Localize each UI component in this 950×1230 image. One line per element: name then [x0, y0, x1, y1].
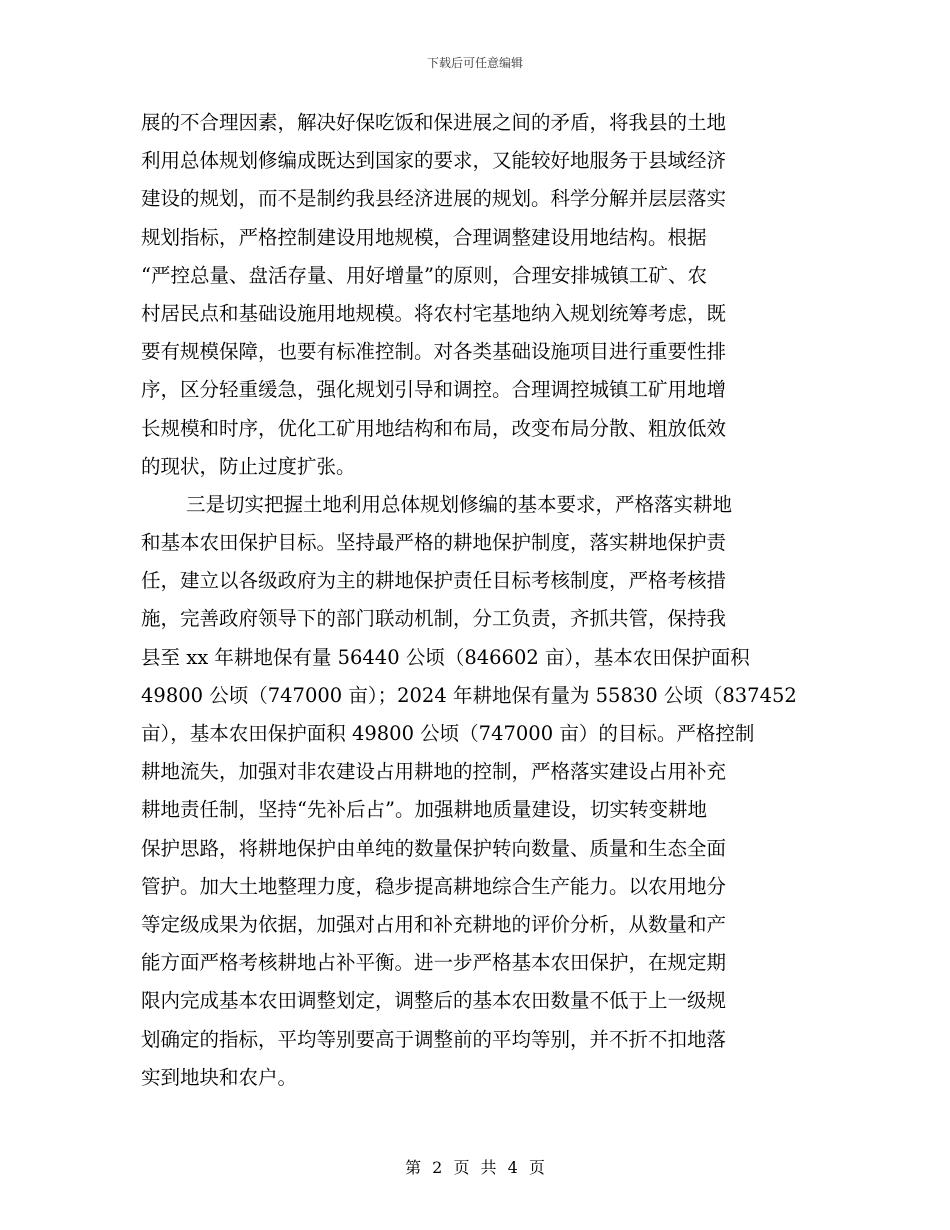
text-line: 的现状，防止过度扩张。	[141, 454, 356, 478]
text-line: 保护思路，将耕地保护由单纯的数量保护转向数量、质量和生态全面	[141, 836, 727, 860]
text-line: 划确定的指标，平均等别要高于调整前的平均等别，并不折不扣地落	[141, 1027, 727, 1051]
text-line: 耕地责任制，坚持“先补后占”。加强耕地质量建设，切实转变耕地	[141, 798, 707, 822]
text-line: 规划指标，严格控制建设用地规模，合理调整建设用地结构。根据	[141, 225, 707, 249]
text-line: 利用总体规划修编成既达到国家的要求，又能较好地服务于县域经济	[141, 149, 727, 173]
text-line: 建设的规划，而不是制约我县经济进展的规划。科学分解并层层落实	[141, 187, 727, 211]
text-line: 亩），基本农田保护面积 49800 公顷（747000 亩）的目标。严格控制	[141, 722, 755, 745]
text-line: 县至 xx 年耕地保有量 56440 公顷（846602 亩），基本农田保护面积	[141, 645, 750, 669]
page-number-footer: 第 2 页 共 4 页	[405, 1158, 545, 1177]
text-line: 管护。加大土地整理力度，稳步提高耕地综合生产能力。以农用地分	[141, 874, 727, 898]
text-line: 施，完善政府领导下的部门联动机制，分工负责，齐抓共管，保持我	[141, 607, 727, 631]
text-line: 和基本农田保护目标。坚持最严格的耕地保护制度，落实耕地保护责	[141, 531, 727, 555]
page-header: 下载后可任意编辑	[426, 56, 523, 70]
text-line: 任，建立以各级政府为主的耕地保护责任目标考核制度，严格考核措	[141, 569, 727, 593]
text-line: 限内完成基本农田调整划定，调整后的基本农田数量不低于上一级规	[141, 989, 727, 1013]
text-line: 序，区分轻重缓急，强化规划引导和调控。合理调控城镇工矿用地增	[141, 378, 727, 402]
text-line: “严控总量、盘活存量、用好增量”的原则，合理安排城镇工矿、农	[141, 263, 707, 287]
text-line: 49800 公顷（747000 亩）；2024 年耕地保有量为 55830 公顷（837452	[141, 683, 797, 707]
paragraph-start-line: 三是切实把握土地利用总体规划修编的基本要求，严格落实耕地	[186, 492, 733, 516]
text-line: 耕地流失，加强对非农建设占用耕地的控制，严格落实建设占用补充	[141, 760, 727, 784]
text-line: 展的不合理因素，解决好保吃饭和保进展之间的矛盾，将我县的土地	[141, 111, 727, 134]
text-line: 村居民点和基础设施用地规模。将农村宅基地纳入规划统筹考虑，既	[141, 301, 727, 325]
text-line: 要有规模保障，也要有标准控制。对各类基础设施项目进行重要性排	[141, 340, 727, 364]
text-line: 等定级成果为依据，加强对占用和补充耕地的评价分析，从数量和产	[141, 912, 727, 936]
text-line: 能方面严格考核耕地占补平衡。进一步严格基本农田保护，在规定期	[141, 951, 727, 975]
text-line: 实到地块和农户。	[141, 1065, 298, 1089]
body-text	[141, 104, 809, 1097]
text-line: 长规模和时序，优化工矿用地结构和布局，改变布局分散、粗放低效	[141, 416, 727, 440]
